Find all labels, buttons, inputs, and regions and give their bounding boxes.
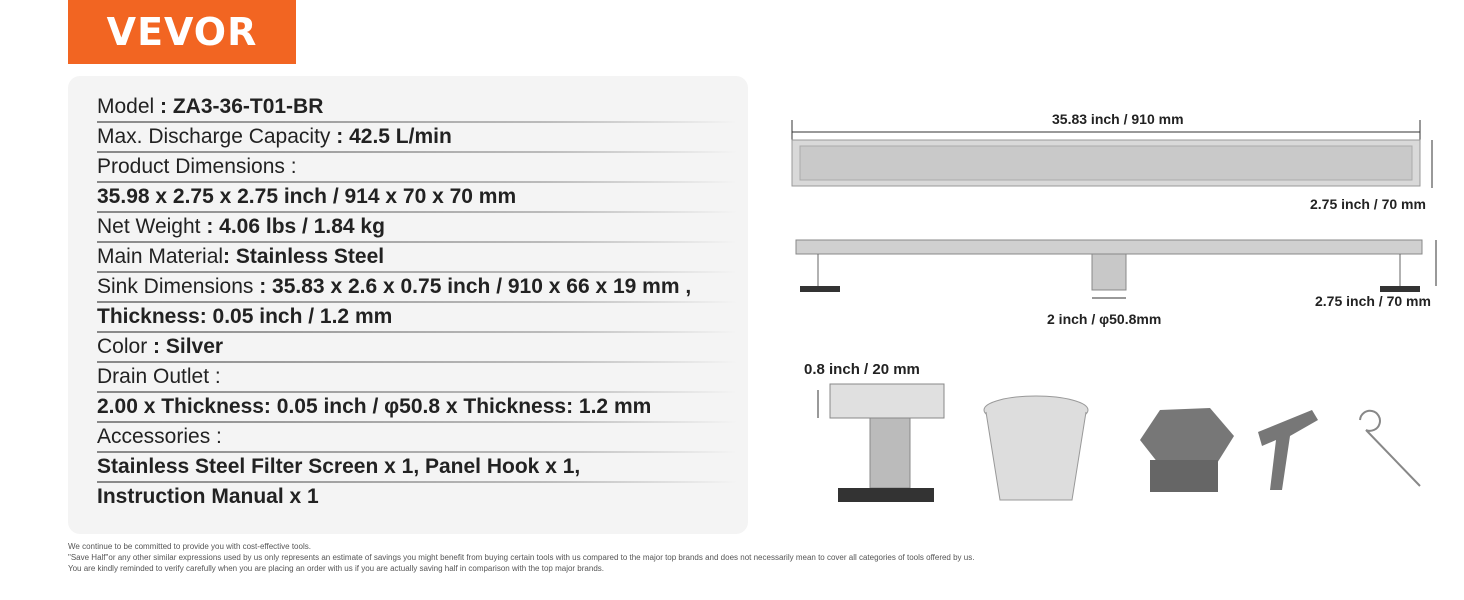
- spec-value: Instruction Manual x 1: [97, 485, 319, 508]
- brand-logo: VEVOR: [68, 0, 296, 64]
- outlet-label: 2 inch / φ50.8mm: [1047, 311, 1162, 327]
- spec-value: Thickness: 0.05 inch / 1.2 mm: [97, 305, 393, 328]
- spec-value: : ZA3-36-T01-BR: [160, 95, 324, 118]
- spec-label: Color: [97, 335, 154, 358]
- spec-label: Model: [97, 95, 161, 118]
- side-height-label: 2.75 inch / 70 mm: [1315, 293, 1431, 309]
- spec-value: : Stainless Steel: [223, 245, 385, 268]
- spec-label: Drain Outlet :: [97, 365, 221, 388]
- top-height-label: 2.75 inch / 70 mm: [1310, 196, 1426, 212]
- outlet-adapter: [1140, 408, 1234, 492]
- disclaimer-line: You are kindly reminded to verify carefully when you are placing an order with us if you are actually saving half in comparison with the top major brands.: [68, 564, 604, 573]
- spec-label: Product Dimensions :: [97, 155, 297, 178]
- side-view-drain: [796, 240, 1436, 298]
- spec-label: Net Weight: [97, 215, 207, 238]
- spec-label: Accessories :: [97, 425, 222, 448]
- foot-height-label: 0.8 inch / 20 mm: [804, 361, 920, 378]
- spec-value: : 42.5 L/min: [336, 125, 452, 148]
- top-length-label: 35.83 inch / 910 mm: [1052, 111, 1184, 127]
- spec-label: Main Material: [97, 245, 224, 268]
- panel-hook: [1258, 410, 1420, 490]
- spec-value: : 4.06 lbs / 1.84 kg: [206, 215, 385, 238]
- top-view-drain: [792, 120, 1432, 188]
- spec-label: Sink Dimensions: [97, 275, 260, 298]
- drain-foot-part: [818, 384, 944, 502]
- disclaimer: [68, 541, 974, 574]
- filter-basket: [984, 396, 1088, 500]
- spec-value: : Silver: [153, 335, 224, 358]
- disclaimer-line: "Save Half"or any other similar expressions used by us only represents an estimate of savings you might benefit from buying certain tools with us compared to the major top brands and does not necessarily mean to cover all categories of tools offered by us.: [68, 553, 975, 562]
- spec-value: 35.98 x 2.75 x 2.75 inch / 914 x 70 x 70 mm: [97, 185, 517, 208]
- spec-value: Stainless Steel Filter Screen x 1, Panel Hook x 1,: [97, 455, 581, 478]
- disclaimer-line: We continue to be committed to provide you with cost-effective tools.: [68, 542, 311, 551]
- spec-value: 2.00 x Thickness: 0.05 inch / φ50.8 x Thickness: 1.2 mm: [97, 395, 652, 418]
- spec-label: Max. Discharge Capacity: [97, 125, 337, 148]
- spec-value: : 35.83 x 2.6 x 0.75 inch / 910 x 66 x 19 mm ,: [259, 275, 692, 298]
